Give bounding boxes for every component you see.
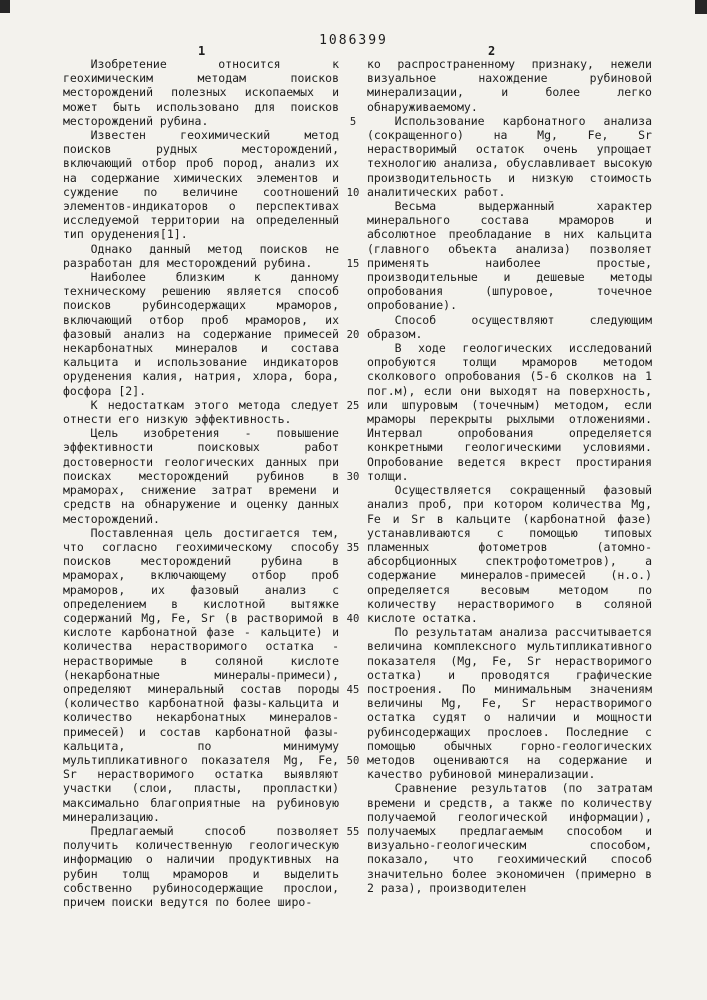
paragraph: Использование карбонатного анализа (сокращенного) на Mg, Fe, Sr нерастворимый остаток очень упрощает технологию анализа, обуславливает высокую производительность и низкую стоимость аналитических работ.: [367, 113, 652, 199]
scan-artifact-top-left: [0, 0, 10, 13]
line-number: 55: [346, 826, 360, 838]
paragraph: Однако данный метод поисков не разработан для месторождений рубина.: [63, 241, 339, 270]
line-number: 5: [349, 116, 357, 128]
column-left-text: [63, 57, 339, 909]
line-number: 35: [346, 542, 360, 554]
paragraph: Сравнение результатов (по затратам времени и средств, а также по количеству получаемой геологической информации), получаемых предлагаемым способом и визуально-геологическим способом, показало, что геохимический способ значительно более экономичен (примерно в 2 раза), производителен: [367, 781, 652, 895]
paragraph: Наиболее близким к данному техническому решению является способ поисков рубинсодержащих мраморов, включающий отбор проб мраморов, их фазовый анализ на содержание примесей некарбонатных минералов и состава кальцита и использование индикаторов оруденения калия, натрия, хлора, бора, фосфора [2].: [63, 270, 339, 398]
column-number-right: 2: [488, 44, 496, 58]
paragraph: Цель изобретения - повышение эффективности поисковых работ достоверности геологических данных при поисках месторождений рубинов в мраморах, снижение затрат времени и средств на обнаружение и оценку данных месторождений.: [63, 426, 339, 526]
line-number: 10: [346, 187, 360, 199]
paragraph: ко распространенному признаку, нежели визуальное нахождение рубиновой минерализации, и более легко обнаруживаемому.: [367, 57, 652, 114]
line-number: 15: [346, 258, 360, 270]
paragraph: Способ осуществляют следующим образом.: [367, 312, 652, 341]
scan-artifact-top-right: [695, 0, 707, 14]
paragraph: Известен геохимический метод поисков рудных месторождений, включающий отбор проб пород, анализ их на содержание химических элементов и суждение по величине соотношений элементов-индикаторов о перспективах исследуемой территории на определенный тип оруденения[1].: [63, 128, 339, 242]
paragraph: Весьма выдержанный характер минерального состава мраморов и абсолютное преобладание в них кальцита (главного объекта анализа) позволяет применять наиболее простые, производительные и дешевые методы опробования (шпуровое, точечное опробование).: [367, 199, 652, 313]
line-number: 45: [346, 684, 360, 696]
line-number: 40: [346, 613, 360, 625]
column-number-left: 1: [198, 44, 206, 58]
paragraph: По результатам анализа рассчитывается величина комплексного мультипликативного показателя (Mg, Fe, Sr нерастворимого остатка) и проводятся графические построения. По минимальным значениям величины Mg, Fe, Sr нерастворимого остатка судят о наличии и мощности рубинсодержащих прослоев. Последние с помощью обычных горно-геологических методов оцениваются на содержание и качество рубиновой минерализации.: [367, 625, 652, 782]
paragraph: Предлагаемый способ позволяет получить количественную геологическую информацию о наличии продуктивных на рубин толщ мраморов и выделить собственно рубиносодержащие прослои, причем поиски ведутся по более широ-: [63, 823, 339, 909]
line-number: 50: [346, 755, 360, 767]
paragraph: Осуществляется сокращенный фазовый анализ проб, при котором количества Mg, Fe и Sr в кальците (карбонатной фазе) устанавливаются с помощью типовых пламенных фотометров (атомно-абсорбционных спектрофотометров), а содержание минералов-примесей (н.о.) определяется весовым методом по количеству нерастворимого в соляной кислоте остатка.: [367, 483, 652, 625]
line-number: 20: [346, 329, 360, 341]
line-number: 30: [346, 471, 360, 483]
patent-number: 1086399: [319, 33, 388, 48]
text-columns: [63, 57, 652, 909]
paragraph: К недостаткам этого метода следует отнести его низкую эффективность.: [63, 397, 339, 427]
line-number: 25: [346, 400, 360, 412]
paragraph: Поставленная цель достигается тем, что согласно геохимическому способу поисков месторождений рубина в мраморах, включающему отбор проб мраморов, их фазовый анализ с определением в кислотной вытяжке содержаний Mg, Fe, Sr (в растворимой в кислоте карбонатной фазе - кальците) и количества нерастворимого остатка - нерастворимые в соляной кислоте (некарбонатные минералы-примеси), определяют минеральный состав породы (количество карбонатной фазы-кальцита и количество некарбонатных минералов-примесей) и состав карбонатной фазы-кальцита, по минимуму мультипликативного показателя Mg, Fe, Sr нерастворимого остатка выявляют участки (слои, пласты, пропластки) максимально благоприятные на рубиновую минерализацию.: [63, 525, 339, 824]
paragraph: В ходе геологических исследований опробуются толщи мраморов методом сколкового опробования (5-6 сколков на 1 пог.м), если они выходят на поверхность, или шпуровым (точечным) методом, если мраморы перекрыты рыхлыми отложениями. Интервал опробования определяется конкретными геологическими условиями. Опробование ведется вкрест простирания толщи.: [367, 341, 652, 483]
column-right-text: [367, 57, 652, 909]
line-numbers-gutter: [339, 57, 367, 909]
paragraph: Изобретение относится к геохимическим методам поисков месторождений полезных ископаемых и может быть использовано для поисков месторождений рубина.: [63, 57, 339, 128]
